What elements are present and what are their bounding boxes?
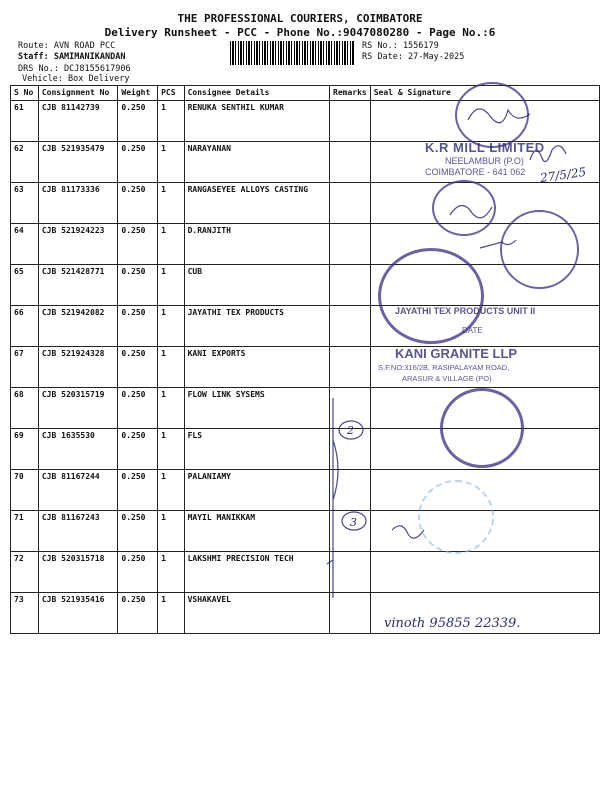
cell-weight: 0.250: [118, 101, 158, 142]
cell-consignment: CJB 1635530: [38, 429, 118, 470]
cell-sno: 72: [11, 552, 39, 593]
cell-weight: 0.250: [118, 306, 158, 347]
header-consignment: Consignment No: [38, 86, 118, 101]
remark-number-3: 3: [350, 516, 357, 529]
cell-consignee: PALANIAMY: [184, 470, 329, 511]
kr-mill-stamp-city: COIMBATORE - 641 062: [425, 167, 526, 177]
cell-sno: 67: [11, 347, 39, 388]
cell-weight: 0.250: [118, 388, 158, 429]
cell-consignee: KANI EXPORTS: [184, 347, 329, 388]
header-consignee: Consignee Details: [184, 86, 329, 101]
cell-consignee: RENUKA SENTHIL KUMAR: [184, 101, 329, 142]
cell-consignment: CJB 521935479: [38, 142, 118, 183]
signature-scribble-3: [450, 205, 492, 217]
cell-weight: 0.250: [118, 142, 158, 183]
kr-mill-stamp-name: K.R MILL LIMITED: [425, 140, 545, 155]
cell-pcs: 1: [158, 388, 185, 429]
cell-consignment: CJB 81173336: [38, 183, 118, 224]
cell-sno: 62: [11, 142, 39, 183]
cell-sno: 64: [11, 224, 39, 265]
company-title: THE PROFESSIONAL COURIERS, COIMBATORE: [177, 12, 423, 25]
cell-sno: 71: [11, 511, 39, 552]
cell-sno: 63: [11, 183, 39, 224]
remark-circle-3: [342, 512, 366, 530]
cell-consignee: FLOW LINK SYSEMS: [184, 388, 329, 429]
cell-pcs: 1: [158, 552, 185, 593]
cell-consignment: CJB 520315718: [38, 552, 118, 593]
header-pcs: PCS: [158, 86, 185, 101]
signature-scribble-1: [468, 109, 530, 123]
cell-consignee: MAYIL MANIKKAM: [184, 511, 329, 552]
header-remarks: Remarks: [330, 86, 371, 101]
signature-scribble-4: [480, 240, 516, 248]
cell-consignee: LAKSHMI PRECISION TECH: [184, 552, 329, 593]
cell-consignee: RANGASEYEE ALLOYS CASTING: [184, 183, 329, 224]
remark-circle-2: [339, 421, 363, 439]
cell-weight: 0.250: [118, 593, 158, 634]
cell-consignment: CJB 81142739: [38, 101, 118, 142]
cell-consignment: CJB 81167244: [38, 470, 118, 511]
drs-number: DRS No.: DCJ8155617906: [18, 64, 131, 74]
cell-consignee: FLS: [184, 429, 329, 470]
cell-sno: 61: [11, 101, 39, 142]
cell-pcs: 1: [158, 265, 185, 306]
route-text: Route: AVN ROAD PCC: [18, 41, 116, 51]
kani-granite-stamp: KANI GRANITE LLP: [395, 346, 518, 361]
sign-date: 27/5/25: [539, 164, 588, 186]
cell-pcs: 1: [158, 306, 185, 347]
cell-consignee: NARAYANAN: [184, 142, 329, 183]
kr-mill-stamp-place: NEELAMBUR (P.O): [445, 156, 524, 166]
cell-consignment: CJB 521924328: [38, 347, 118, 388]
cell-weight: 0.250: [118, 265, 158, 306]
rs-date: RS Date: 27-May-2025: [362, 52, 465, 62]
cell-weight: 0.250: [118, 470, 158, 511]
cell-sno: 65: [11, 265, 39, 306]
cell-pcs: 1: [158, 511, 185, 552]
cell-consignment: CJB 521924223: [38, 224, 118, 265]
cell-consignment: CJB 520315719: [38, 388, 118, 429]
cell-weight: 0.250: [118, 429, 158, 470]
kani-granite-address-1: S.F.NO:316/2B, RASIPALAYAM ROAD,: [378, 363, 510, 372]
cell-sno: 68: [11, 388, 39, 429]
cell-weight: 0.250: [118, 224, 158, 265]
staff-text: Staff: SAMIMANIKANDAN: [18, 52, 126, 62]
cell-pcs: 1: [158, 183, 185, 224]
cell-consignee: CUB: [184, 265, 329, 306]
cell-weight: 0.250: [118, 552, 158, 593]
date-stamp: DATE: [462, 326, 483, 335]
cell-sno: 69: [11, 429, 39, 470]
cell-pcs: 1: [158, 347, 185, 388]
cell-sno: 70: [11, 470, 39, 511]
cell-weight: 0.250: [118, 347, 158, 388]
cell-pcs: 1: [158, 429, 185, 470]
signature-scribble-5: [392, 526, 424, 538]
cell-consignment: CJB 521942082: [38, 306, 118, 347]
cell-consignee: D.RANJITH: [184, 224, 329, 265]
cell-consignee: VSHAKAVEL: [184, 593, 329, 634]
cell-pcs: 1: [158, 470, 185, 511]
cell-consignment: CJB 521935416: [38, 593, 118, 634]
remark-number-2: 2: [347, 424, 354, 437]
header-weight: Weight: [118, 86, 158, 101]
header-sno: S No: [11, 86, 39, 101]
cell-pcs: 1: [158, 101, 185, 142]
runsheet-subtitle: Delivery Runsheet - PCC - Phone No.:9047080280 - Page No.:6: [104, 26, 496, 39]
jayathi-stamp: JAYATHI TEX PRODUCTS UNIT II: [395, 306, 536, 316]
cell-sno: 73: [11, 593, 39, 634]
remark-bracket: [327, 398, 338, 598]
cell-pcs: 1: [158, 593, 185, 634]
cell-consignment: CJB 521428771: [38, 265, 118, 306]
cell-consignment: CJB 81167243: [38, 511, 118, 552]
cell-consignee: JAYATHI TEX PRODUCTS: [184, 306, 329, 347]
vehicle-text: Vehicle: Box Delivery: [22, 74, 130, 84]
signature-scribble-2: [530, 146, 566, 162]
header-signature: Seal & Signature: [370, 86, 599, 101]
footer-handwritten-note: vinoth 95855 22339.: [384, 616, 521, 631]
cell-pcs: 1: [158, 224, 185, 265]
kani-granite-address-2: ARASUR & VILLAGE (PO): [402, 374, 492, 383]
cell-weight: 0.250: [118, 511, 158, 552]
cell-pcs: 1: [158, 142, 185, 183]
cell-sno: 66: [11, 306, 39, 347]
rs-number: RS No.: 1556179: [362, 41, 439, 51]
cell-weight: 0.250: [118, 183, 158, 224]
